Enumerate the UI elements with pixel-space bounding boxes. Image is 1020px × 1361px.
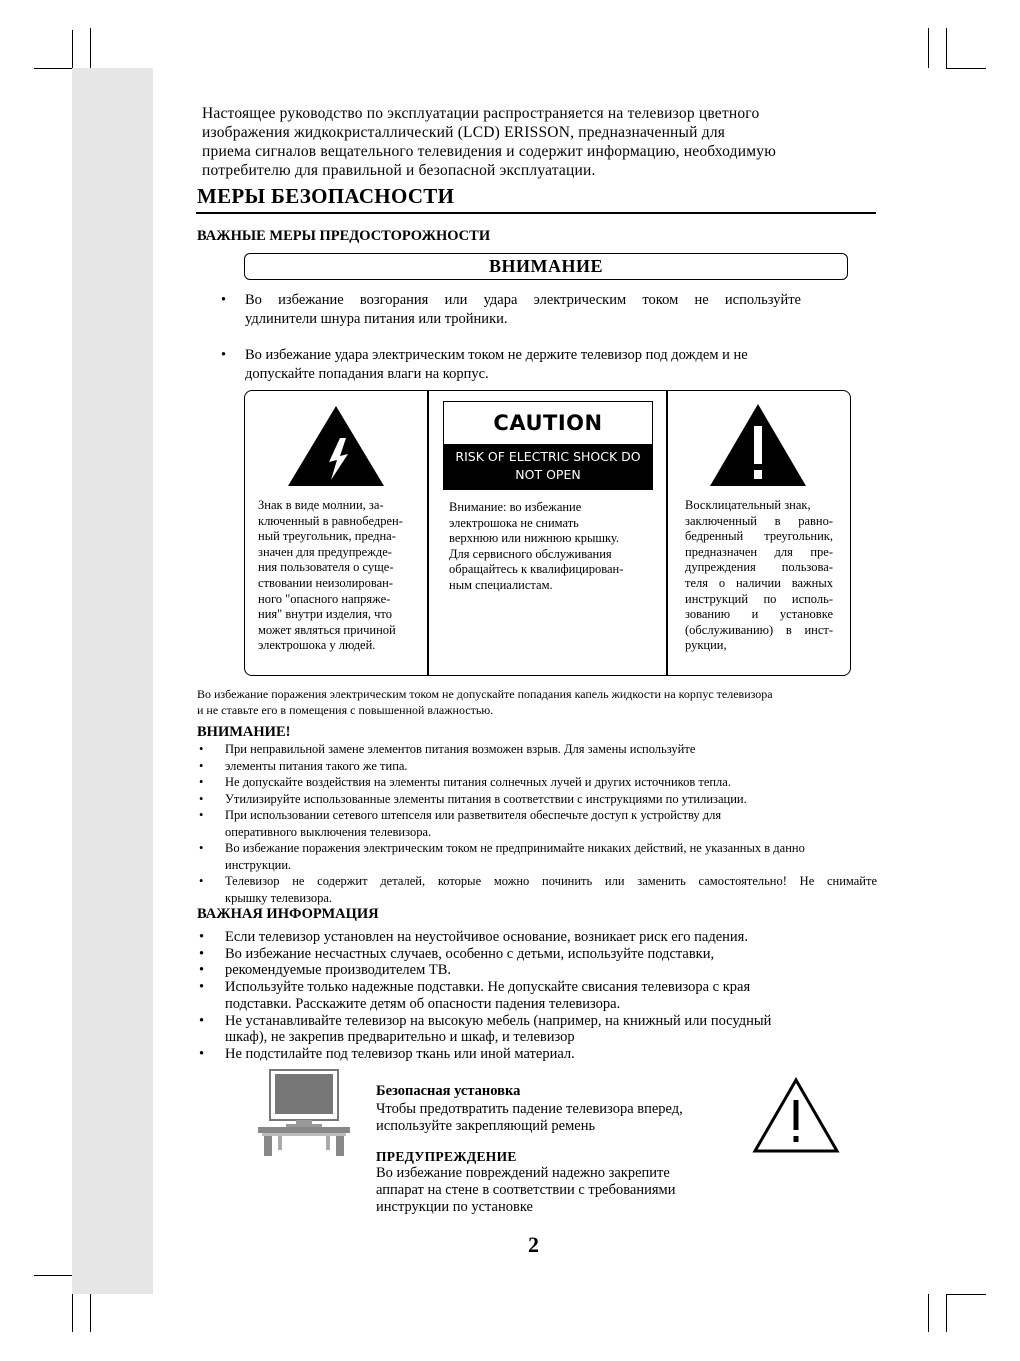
text-line: бедренный треугольник, bbox=[685, 529, 833, 544]
intro-line: потребителю для правильной и безопасной эксплуатации. bbox=[202, 162, 596, 179]
crop-mark bbox=[946, 1294, 986, 1295]
list-item bbox=[199, 946, 879, 963]
list-item bbox=[199, 774, 877, 791]
list-item bbox=[199, 962, 879, 979]
text-line: аппарат на стене в соответствии с требованиями bbox=[376, 1182, 676, 1198]
crop-mark bbox=[72, 30, 73, 68]
crop-mark bbox=[928, 1294, 929, 1332]
text-line: Восклицательный знак, bbox=[685, 498, 811, 512]
subsection-title: ВАЖНЫЕ МЕРЫ ПРЕДОСТОРОЖНОСТИ bbox=[197, 228, 491, 244]
intro-paragraph bbox=[202, 104, 882, 180]
list-item-line: При использовании сетевого штепселя или разветвителя обеспечьте доступ к устройству для bbox=[225, 808, 722, 822]
lightning-warning-icon bbox=[286, 404, 386, 488]
text-line: зованию и установке bbox=[685, 607, 833, 622]
list-item-line: рекомендуемые производителем ТВ. bbox=[225, 962, 452, 979]
bullet-marker: • bbox=[199, 791, 204, 806]
text-line: ный треугольник, предна- bbox=[258, 529, 396, 544]
list-item-line: Не подстилайте под телевизор ткань или иной материал. bbox=[225, 1045, 575, 1062]
text-line: теля о наличии важных bbox=[685, 575, 833, 590]
section-title: МЕРЫ БЕЗОПАСНОСТИ bbox=[197, 184, 455, 208]
list-item-line: удлинители шнура питания или тройники. bbox=[245, 311, 508, 327]
moisture-note bbox=[197, 686, 773, 718]
list-item bbox=[199, 979, 879, 1012]
intro-line: Настоящее руководство по эксплуатации распространяется на телевизор цветного bbox=[202, 105, 760, 122]
bullet-marker: • bbox=[199, 1045, 205, 1062]
crop-mark bbox=[946, 68, 986, 69]
text-line: Во избежание поражения электрическим током не допускайте попадания капель жидкости на корпус телевизора bbox=[197, 687, 773, 701]
list-item-line: крышку телевизора. bbox=[225, 890, 333, 905]
text-line: (обслуживанию) в инст- bbox=[685, 622, 833, 637]
caution-subtitle bbox=[444, 444, 652, 490]
list-item-line: Утилизируйте использованные элементы питания в соответствии с инструкциями по утилизации. bbox=[225, 791, 747, 806]
text-line: ного "опасного напряже- bbox=[258, 591, 391, 606]
exclamation-outline-icon bbox=[752, 1076, 840, 1154]
crop-mark bbox=[90, 1294, 91, 1332]
list-item bbox=[199, 1013, 879, 1046]
panel-divider bbox=[666, 391, 668, 675]
important-heading: ВАЖНАЯ ИНФОРМАЦИЯ bbox=[197, 906, 379, 922]
list-item-line: Используйте только надежные подставки. Не допускайте свисания телевизора с края bbox=[225, 979, 751, 996]
intro-line: приема сигналов вещательного телевидения и содержит информацию, необходимую bbox=[202, 143, 776, 160]
text-line: Внимание: во избежание bbox=[449, 500, 582, 514]
list-item-line: допускайте попадания влаги на корпус. bbox=[245, 366, 489, 382]
text-line: дупреждения пользова- bbox=[685, 560, 833, 575]
list-item bbox=[199, 873, 877, 906]
crop-mark bbox=[72, 1294, 73, 1332]
warning-list bbox=[199, 741, 877, 906]
text-line: ния" внутри изделия, что bbox=[258, 607, 392, 622]
text-line: и не ставьте его в помещения с повышенной влажностью. bbox=[197, 703, 494, 717]
intro-line: изображения жидкокристаллический (LCD) ERISSON, предназначенный для bbox=[202, 124, 726, 141]
bullet-marker: • bbox=[199, 874, 204, 888]
text-line: обращайтесь к квалифицирован- bbox=[449, 562, 624, 577]
list-item-line: Не устанавливайте телевизор на высокую мебель (например, на книжный или посудный bbox=[225, 1012, 772, 1029]
bullet-marker: • bbox=[199, 808, 204, 822]
bullet-marker: • bbox=[199, 742, 204, 756]
text-line: электрошока не снимать bbox=[449, 515, 579, 530]
exclamation-description bbox=[685, 498, 833, 654]
bullet-marker: • bbox=[199, 929, 205, 945]
list-item-line: Во избежание несчастных случаев, особенно с детьми, используйте подставки, bbox=[225, 945, 715, 962]
list-item-line: Во избежание возгорания или удара электрическим током не используйте bbox=[245, 292, 801, 308]
important-list bbox=[199, 929, 879, 1063]
caution-subtitle-line: NOT OPEN bbox=[515, 467, 581, 482]
list-item-line: подставки. Расскажите детям об опасности падения телевизора. bbox=[225, 995, 621, 1012]
crop-mark bbox=[34, 1275, 72, 1276]
bullet-marker: • bbox=[199, 758, 204, 773]
bullet-marker: • bbox=[199, 945, 205, 962]
crop-mark bbox=[946, 28, 947, 68]
list-item-line: оперативного выключения телевизора. bbox=[225, 824, 432, 839]
lightning-description bbox=[258, 498, 403, 654]
text-line: инструкции по установке bbox=[376, 1199, 533, 1215]
page-number: 2 bbox=[528, 1232, 539, 1257]
bullet-marker: • bbox=[199, 775, 204, 789]
crop-mark bbox=[928, 28, 929, 68]
tv-on-stand-icon bbox=[256, 1068, 352, 1160]
caution-subtitle-line: RISK OF ELECTRIC SHOCK DO bbox=[455, 449, 641, 464]
text-line: ключенный в равнобедрен- bbox=[258, 513, 403, 528]
bullet-marker: • bbox=[199, 979, 205, 996]
list-item bbox=[199, 1046, 879, 1063]
list-item-line: Во избежание удара электрическим током не держите телевизор под дождем и не bbox=[245, 347, 748, 363]
text-line: предназначен для пре- bbox=[685, 544, 833, 559]
text-line: ния пользователя о суще- bbox=[258, 560, 394, 575]
attention-box: ВНИМАНИЕ bbox=[244, 253, 848, 280]
text-line: Во избежание повреждений надежно закрепите bbox=[376, 1165, 670, 1181]
text-line: может являться причиной bbox=[258, 622, 396, 637]
bullet-marker: • bbox=[221, 347, 227, 363]
list-item-line: Телевизор не содержит деталей, которые можно починить или заменить самостоятельно! Не снимайте bbox=[225, 874, 877, 888]
margin-strip bbox=[72, 68, 153, 1294]
installation-title: Безопасная установка bbox=[376, 1083, 521, 1099]
crop-mark bbox=[946, 1294, 947, 1332]
exclamation-warning-icon bbox=[708, 402, 808, 488]
list-item bbox=[199, 791, 877, 808]
caution-title: CAUTION bbox=[493, 411, 603, 435]
text-line: инструкций по исполь- bbox=[685, 591, 833, 606]
text-line: значен для предупрежде- bbox=[258, 544, 392, 559]
text-line: Знак в виде молнии, за- bbox=[258, 498, 384, 512]
list-item-line: шкаф), не закрепив предварительно и шкаф, и телевизор bbox=[225, 1029, 575, 1046]
list-item-line: Во избежание поражения электрическим током не предпринимайте никаких действий, не указанных в данно bbox=[225, 841, 805, 855]
text-line: ствовании неизолирован- bbox=[258, 575, 393, 590]
bullet-marker: • bbox=[199, 841, 204, 855]
crop-mark bbox=[90, 28, 91, 68]
text-line: электрошока у людей. bbox=[258, 638, 376, 653]
bullet-marker: • bbox=[199, 962, 205, 979]
list-item-line: При неправильной замене элементов питания возможен взрыв. Для замены используйте bbox=[225, 742, 696, 756]
list-item-line: элементы питания такого же типа. bbox=[225, 758, 408, 773]
section-divider bbox=[196, 212, 876, 214]
text-line: рукции, bbox=[685, 638, 727, 653]
warning-heading: ВНИМАНИЕ! bbox=[197, 724, 291, 740]
list-item bbox=[199, 741, 877, 758]
caution-label bbox=[443, 401, 653, 490]
text-line: ным специалистам. bbox=[449, 577, 553, 592]
installation-info bbox=[376, 1083, 683, 1216]
list-item-line: Если телевизор установлен на неустойчивое основание, возникает риск его падения. bbox=[225, 929, 748, 945]
list-item bbox=[199, 758, 877, 775]
list-item-line: Не допускайте воздействия на элементы питания солнечных лучей и других источников тепла. bbox=[225, 775, 731, 789]
text-line: заключенный в равно- bbox=[685, 513, 833, 528]
text-line: верхнюю или нижнюю крышку. bbox=[449, 531, 619, 546]
list-item bbox=[199, 807, 877, 840]
installation-warning-title: ПРЕДУПРЕЖДЕНИЕ bbox=[376, 1149, 517, 1164]
text-line: Для сервисного обслуживания bbox=[449, 546, 612, 561]
list-item-line: инструкции. bbox=[225, 857, 292, 872]
panel-divider bbox=[427, 391, 429, 675]
text-line: используйте закрепляющий ремень bbox=[376, 1118, 596, 1134]
list-item bbox=[199, 929, 879, 946]
text-line: Чтобы предотвратить падение телевизора вперед, bbox=[376, 1101, 683, 1117]
crop-mark bbox=[34, 68, 72, 69]
bullet-marker: • bbox=[199, 1012, 205, 1029]
caution-description bbox=[449, 500, 623, 594]
list-item bbox=[199, 840, 877, 873]
bullet-marker: • bbox=[221, 292, 227, 308]
